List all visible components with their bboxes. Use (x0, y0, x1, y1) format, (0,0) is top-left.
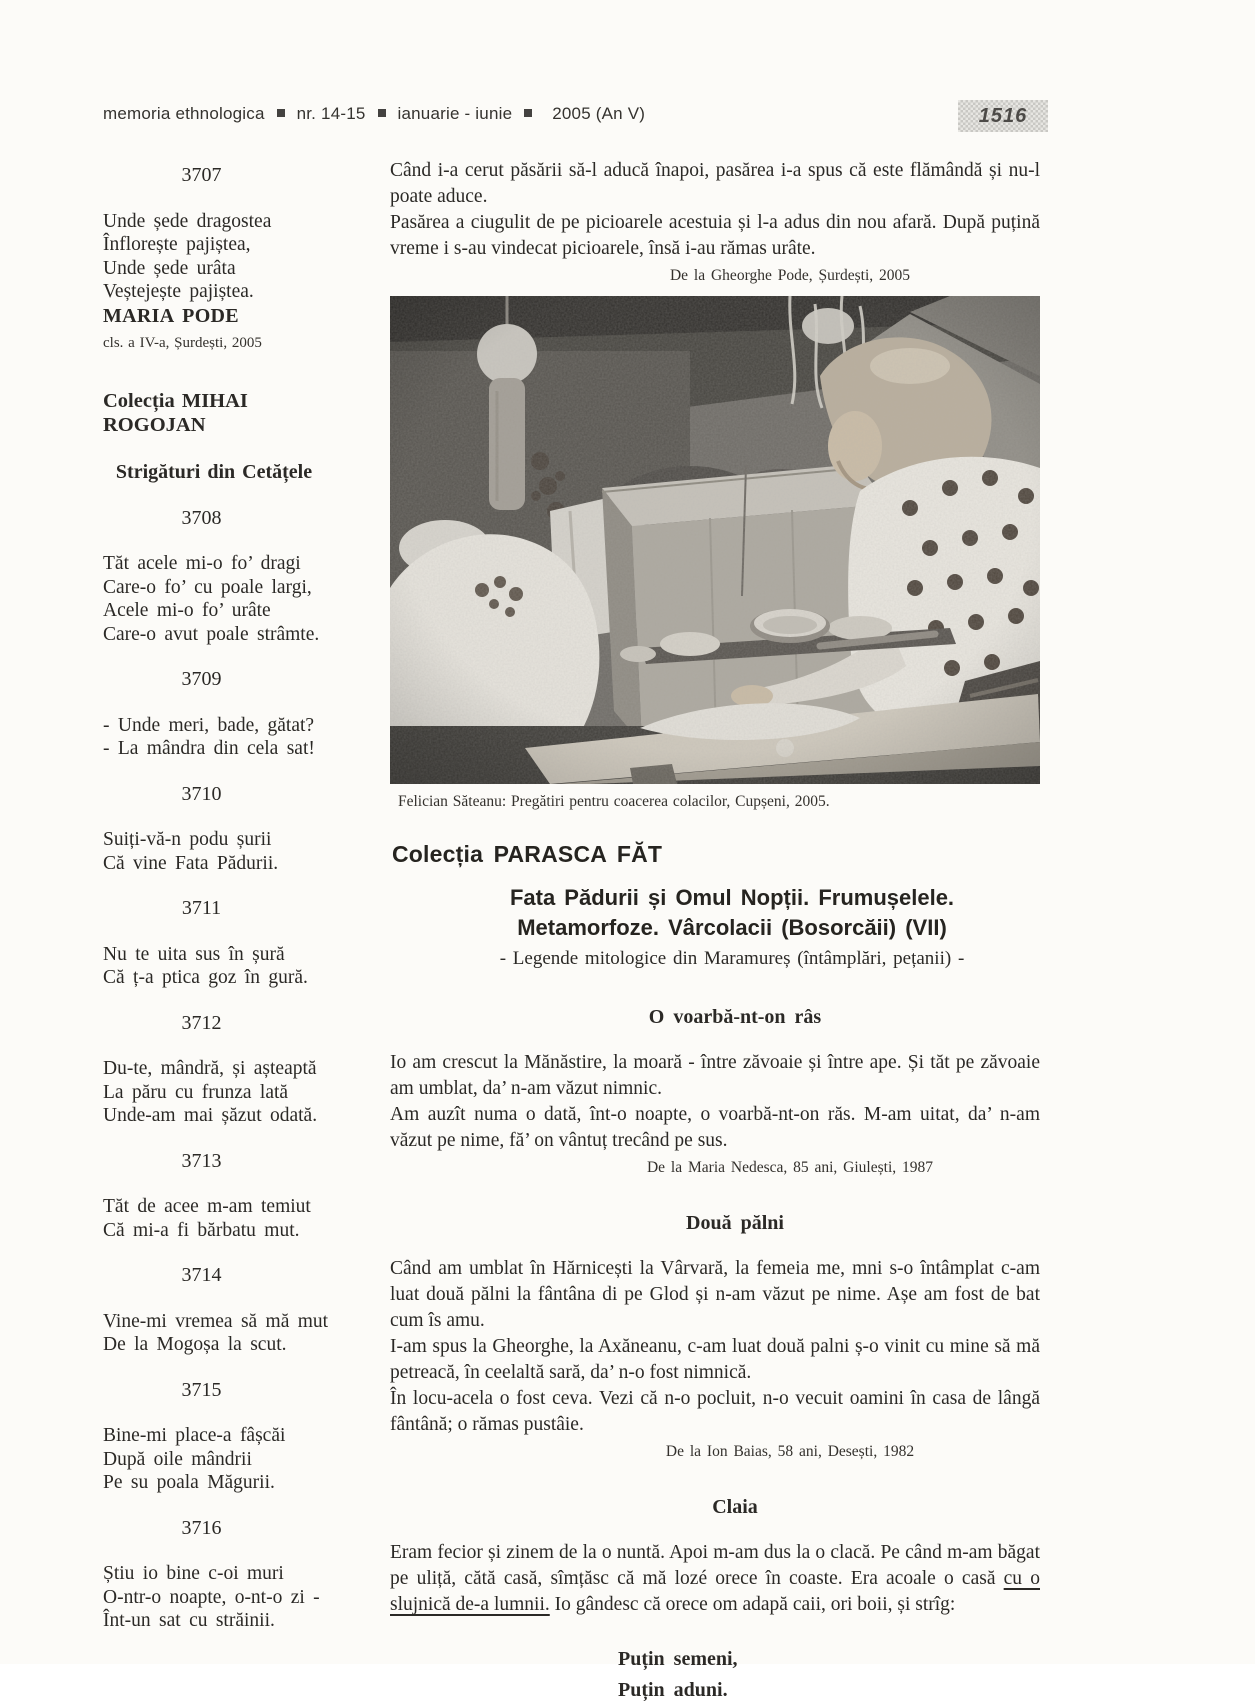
poem-number: 3714 (181, 1264, 222, 1286)
photo-image (390, 296, 1040, 784)
poem-3708 (103, 507, 355, 647)
paragraph: În locu-acela o fost ceva. Vezi că n-o pocluit, n-o vecuit oamini în casa de lângă fântână; o rămas pustâie. (390, 1388, 1040, 1435)
poem-number: 3708 (181, 506, 222, 529)
issue-year: 2005 (An V) (552, 104, 646, 123)
photo (390, 296, 1040, 784)
paragraph: Când am umblat în Hărnicești la Vârvară, la femeia me, mni s-o întâmplat c-am luat două pălni la fântâna di pe Glod și n-am văzut pe nime. Așe am fost de bat cum îs amu. (390, 1258, 1040, 1331)
poem-lines: Bine-mi place-a fâșcăi După oile mândrii Pe su poala Măgurii. (103, 1425, 286, 1493)
section-claia-text (390, 1540, 1040, 1618)
poem-lines: Nu te uita sus în șură Că ț-a ptica goz în gură. (103, 943, 308, 988)
intro-paragraph: Când i-a cerut păsării să-l aducă înapoi, pasărea i-a spus că este flămândă și nu-l poate aduce. (390, 160, 1040, 207)
issue-period: ianuarie - iunie (397, 104, 513, 123)
poem-number: 3716 (181, 1516, 222, 1539)
article-title-line2: Metamorfoze. Vârcolacii (Bosorcăii) (VII) (517, 915, 947, 940)
poem-number: 3709 (181, 668, 222, 690)
journal-header-line (103, 104, 645, 124)
article-title-line1: Fata Pădurii și Omul Nopții. Frumușelele. (509, 885, 955, 910)
poem-lines: - Unde meri, bade, gătat? - La mândra din cela sat! (103, 714, 315, 759)
page-number: 1516 (978, 104, 1028, 127)
poem-lines: Tăt de acee m-am temiut Că mi-a fi bărbatu mut. (103, 1196, 311, 1241)
claia-text-underlined: cu o slujnică de-a lumnii. (390, 1568, 1040, 1615)
article-title (390, 883, 1040, 972)
poem-number: 3713 (181, 1149, 222, 1172)
separator-square-icon (524, 109, 532, 117)
poem-number: 3710 (181, 782, 222, 805)
poem-lines: Tăt acele mi-o fo’ dragi Care-o fo’ cu poale largi, Acele mi-o fo’ urâte Care-o avut poale strâmte. (103, 553, 320, 645)
collection-heading-rogojan: Colecția MIHAI ROGOJAN (103, 390, 248, 436)
attribution: De la Gheorghe Pode, Șurdești, 2005 (669, 267, 911, 284)
poem-note: cls. a IV-a, Șurdești, 2005 (103, 335, 262, 351)
section-voarba-text (390, 1050, 1040, 1154)
section-heading-voarba: O voarbă-nt-on râs (648, 1006, 822, 1028)
claia-text-pre: Eram fecior și zinem de la o nuntă. Apoi m-am dus la o clacă. Pe când m-am băgat pe uliță, cătă casă, sîmțăsc că mă lozé orece în coaste. Era acoale o casă (390, 1542, 1040, 1589)
page-header (103, 100, 1163, 140)
attribution: De la Maria Nedesca, 85 ani, Giulești, 1987 (646, 1159, 934, 1176)
verse-lines: Puțin semeni, Puțin aduni. (618, 1648, 738, 1701)
poem-3711 (103, 897, 355, 990)
poem-3714 (103, 1264, 355, 1357)
journal-name: memoria ethnologica (103, 104, 265, 123)
paragraph: Io am crescut la Mănăstire, la moară - între zăvoaie și între ape. Și tăt pe zăvoaie am umblat, da’ n-am văzut nimnic. (390, 1052, 1040, 1099)
poem-number: 3715 (181, 1378, 222, 1401)
section-heading-claia: Claia (712, 1496, 758, 1518)
section-title-strigaturi: Strigături din Cetățele (115, 461, 313, 483)
separator-square-icon (378, 109, 386, 117)
photo-caption: Felician Săteanu: Pregătiri pentru coacerea colacilor, Cupșeni, 2005. (398, 793, 830, 810)
poem-3716 (103, 1517, 355, 1633)
paragraph: I-am spus la Gheorghe, la Axăneanu, c-am luat două palni ș-o vinit cu mine să mă petreacă, în ceelaltă sară, da’ n-o fost nimnică. (390, 1336, 1040, 1383)
right-column (390, 142, 1040, 1706)
issue-number: nr. 14-15 (296, 104, 366, 123)
poem-lines: Unde șede dragostea Înflorește pajiștea, Unde șede urâta Veștejește pajiștea. (103, 210, 272, 302)
poem-3710 (103, 783, 355, 876)
poem-lines: Suiți-vă-n podu șurii Că vine Fata Pădurii. (103, 829, 279, 874)
poem-number: 3707 (181, 164, 222, 186)
paragraph (390, 1540, 1040, 1618)
left-column (103, 148, 355, 1633)
page-number-badge (958, 100, 1048, 132)
poem-number: 3712 (181, 1011, 222, 1034)
poem-3707 (103, 164, 355, 352)
section-palni-text (390, 1256, 1040, 1438)
poem-3713 (103, 1150, 355, 1243)
collection-heading-fat: Colecția PARASCA FĂT (392, 841, 663, 867)
article-subtitle: - Legende mitologice din Maramureș (întâmplări, pețanii) - (499, 948, 965, 969)
vignette-overlay (390, 296, 1040, 784)
separator-square-icon (277, 109, 285, 117)
poem-author: MARIA PODE (103, 304, 239, 327)
poem-3715 (103, 1379, 355, 1495)
claia-text-post: Io gândesc că orece om adapă caii, ori boii, și strîg: (549, 1594, 956, 1615)
poem-lines: Știu io bine c-oi muri O-ntr-o noapte, o-nt-o zi - Înt-un sat cu străinii. (103, 1563, 320, 1631)
poem-3709 (103, 668, 355, 761)
poem-lines: Vine-mi vremea să mă mut De la Mogoșa la scut. (103, 1310, 329, 1355)
section-heading-palni: Două pălni (686, 1212, 784, 1234)
intro-paragraph: Pasărea a ciugulit de pe picioarele acestuia și l-a adus din nou afară. După puțină vreme i s-au vindecat picioarele, însă i-au rămas urâte. (390, 212, 1040, 259)
poem-3712 (103, 1012, 355, 1128)
poem-number: 3711 (181, 897, 222, 919)
poem-lines: Du-te, mândră, și așteaptă La păru cu frunza lată Unde-am mai șăzut odată. (103, 1058, 318, 1126)
paragraph: Am auzît numa o dată, înt-o noapte, o voarbă-nt-on răs. M-am uitat, da’ n-am văzut pe nime, fă’ on vântuț trecând pe sus. (390, 1104, 1040, 1151)
attribution: De la Ion Baias, 58 ani, Desești, 1982 (665, 1443, 915, 1460)
